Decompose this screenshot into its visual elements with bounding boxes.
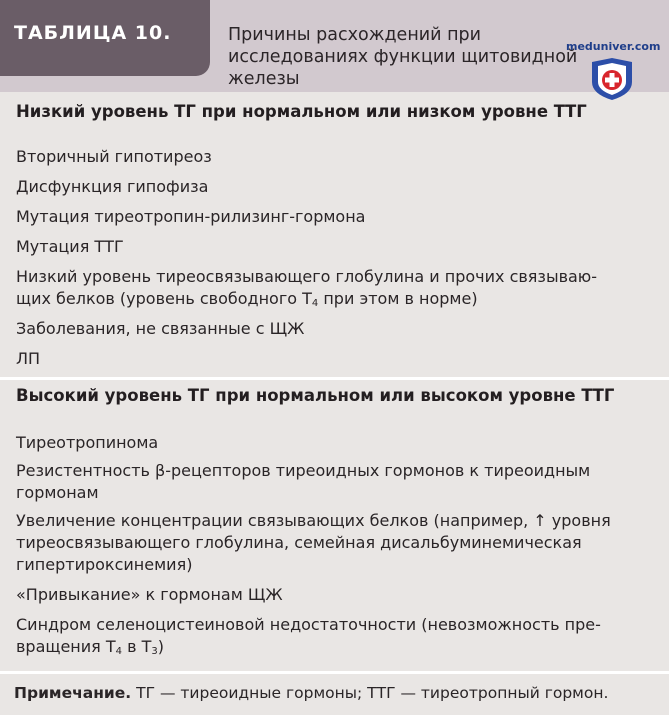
list-item: тиреосвязывающего глобулина, семейная дисальбуминемическая [16, 533, 582, 552]
list-item: гормонам [16, 483, 99, 502]
table-note: Примечание. ТГ — тиреоидные гормоны; ТТГ — тиреотропный гормон. [14, 684, 609, 702]
list-item: Дисфункция гипофиза [16, 177, 209, 196]
list-item: щих белков (уровень свободного $Т_4$ при этом в норме) [16, 289, 478, 309]
section-divider [0, 671, 669, 674]
section-heading-high: Высокий уровень ТГ при нормальном или высоком уровне ТТГ [16, 386, 615, 405]
list-item: ЛП [16, 349, 41, 368]
list-item: Увеличение концентрации связывающих белков (например, ↑ уровня [16, 511, 611, 530]
list-item: Низкий уровень тиреосвязывающего глобулина и прочих связываю- [16, 267, 598, 286]
section-divider [0, 377, 669, 380]
list-item: Тиреотропинома [16, 433, 159, 452]
table-number: ТАБЛИЦА 10. [14, 22, 172, 44]
list-item: вращения $Т_4$ в $Т_3$) [16, 637, 165, 657]
list-item: Резистентность β-рецепторов тиреоидных гормонов к тиреоидным [16, 461, 591, 480]
list-item: Мутация ТТГ [16, 237, 124, 256]
list-item: «Привыкание» к гормонам ЩЖ [16, 585, 283, 604]
site-logo-text: meduniver.com [566, 40, 661, 53]
table-header [0, 0, 669, 92]
shield-cross-icon [588, 56, 636, 102]
table-title: Причины расхождений при исследованиях функции щитовидной железы [228, 25, 578, 89]
list-item: Заболевания, не связанные с ЩЖ [16, 319, 305, 338]
list-item: Мутация тиреотропин-рилизинг-гормона [16, 207, 366, 226]
list-item: Вторичный гипотиреоз [16, 147, 212, 166]
table-label-tab [0, 0, 210, 76]
list-item: Синдром селеноцистеиновой недостаточности (невозможность пре- [16, 615, 601, 634]
list-item: гипертироксинемия) [16, 555, 193, 574]
section-heading-low: Низкий уровень ТГ при нормальном или низком уровне ТТГ [16, 102, 587, 121]
